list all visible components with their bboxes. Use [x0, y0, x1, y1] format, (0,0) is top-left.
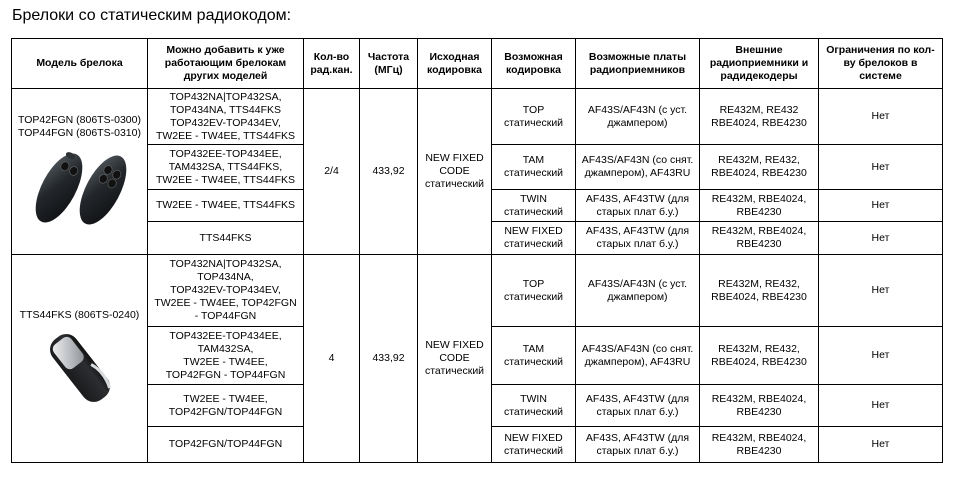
fob-limit-cell: Нет	[819, 145, 943, 190]
receiver-boards-cell: AF43S/AF43N (со снят. джампером), AF43RU	[576, 145, 700, 190]
channels-cell: 4	[304, 255, 360, 463]
fob-limit-cell: Нет	[819, 255, 943, 327]
possible-coding-cell: TWIN статический	[492, 190, 576, 222]
external-receivers-cell: RE432M, RBE4024, RBE4230	[700, 222, 819, 255]
external-receivers-cell: RE432M, RBE4024, RBE4230	[700, 427, 819, 463]
channels-cell: 2/4	[304, 89, 360, 255]
receiver-boards-cell: AF43S/AF43N (с уст. джампером)	[576, 255, 700, 327]
compatible-models-cell: TOP432EE-TOP434EE, TAM432SA, TTS44FKS, TW2EE - TW4EE, TTS44FKS	[148, 145, 304, 190]
fob-limit-cell: Нет	[819, 190, 943, 222]
external-receivers-cell: RE432M, RE432, RBE4024, RBE4230	[700, 255, 819, 327]
possible-coding-cell: TAM статический	[492, 327, 576, 385]
receiver-boards-cell: AF43S/AF43N (с уст. джампером)	[576, 89, 700, 145]
compatible-models-cell: TOP42FGN/TOP44FGN	[148, 427, 304, 463]
model-cell	[12, 255, 148, 463]
receiver-boards-cell: AF43S/AF43N (со снят. джампером), AF43RU	[576, 327, 700, 385]
table-row	[12, 255, 943, 327]
header-compatible: Можно добавить к уже работающим брелокам других моделей	[148, 39, 304, 89]
header-external-receivers: Внешние радиоприемники и радидекодеры	[700, 39, 819, 89]
external-receivers-cell: RE432M, RE432, RBE4024, RBE4230	[700, 145, 819, 190]
model-cell	[12, 89, 148, 255]
possible-coding-cell: TWIN статический	[492, 385, 576, 427]
page-title: Брелоки со статическим радиокодом:	[12, 7, 292, 24]
fob-limit-cell: Нет	[819, 427, 943, 463]
remote-fobs-table	[11, 38, 943, 463]
compatible-models-cell: TW2EE - TW4EE, TTS44FKS	[148, 190, 304, 222]
header-row	[12, 39, 943, 89]
possible-coding-cell: NEW FIXED статический	[492, 427, 576, 463]
receiver-boards-cell: AF43S, AF43TW (для старых плат б.у.)	[576, 222, 700, 255]
receiver-boards-cell: AF43S, AF43TW (для старых плат б.у.)	[576, 427, 700, 463]
fob-limit-cell: Нет	[819, 222, 943, 255]
possible-coding-cell: NEW FIXED статический	[492, 222, 576, 255]
fob-limit-cell: Нет	[819, 385, 943, 427]
source-coding-cell: NEW FIXED CODE статический	[418, 89, 492, 255]
receiver-boards-cell: AF43S, AF43TW (для старых плат б.у.)	[576, 385, 700, 427]
header-receiver-boards: Возможные платы радиоприемников	[576, 39, 700, 89]
external-receivers-cell: RE432M, RBE4024, RBE4230	[700, 190, 819, 222]
header-channels: Кол-во рад.кан.	[304, 39, 360, 89]
header-frequency: Частота (МГц)	[360, 39, 418, 89]
frequency-cell: 433,92	[360, 89, 418, 255]
external-receivers-cell: RE432M, RE432, RBE4024, RBE4230	[700, 327, 819, 385]
header-fob-limit: Ограничения по кол-ву брелоков в системе	[819, 39, 943, 89]
compatible-models-cell: TOP432NA|TOP432SA, TOP434NA, TOP432EV-TOP434EV, TW2EE - TW4EE, TOP42FGN - TOP44FGN	[148, 255, 304, 327]
receiver-boards-cell: AF43S, AF43TW (для старых плат б.у.)	[576, 190, 700, 222]
table-row	[12, 89, 943, 145]
external-receivers-cell: RE432M, RBE4024, RBE4230	[700, 385, 819, 427]
two-button-black-fobs-image	[21, 144, 139, 230]
frequency-cell: 433,92	[360, 255, 418, 463]
model-name: TOP42FGN (806TS-0300) TOP44FGN (806TS-0310)	[18, 113, 141, 139]
source-coding-cell: NEW FIXED CODE статический	[418, 255, 492, 463]
header-model: Модель брелока	[12, 39, 148, 89]
header-possible-coding: Возможная кодировка	[492, 39, 576, 89]
model-name: TTS44FKS (806TS-0240)	[19, 309, 140, 321]
compatible-models-cell: TOP432EE-TOP434EE, TAM432SA, TW2EE - TW4EE, TOP42FGN - TOP44FGN	[148, 327, 304, 385]
compatible-models-cell: TTS44FKS	[148, 222, 304, 255]
possible-coding-cell: TOP статический	[492, 89, 576, 145]
fob-limit-cell: Нет	[819, 327, 943, 385]
possible-coding-cell: TOP статический	[492, 255, 576, 327]
compatible-models-cell: TW2EE - TW4EE, TOP42FGN/TOP44FGN	[148, 385, 304, 427]
external-receivers-cell: RE432M, RE432 RBE4024, RBE4230	[700, 89, 819, 145]
possible-coding-cell: TAM статический	[492, 145, 576, 190]
silver-sliding-fob-image	[35, 326, 125, 408]
header-source-coding: Исходная кодировка	[418, 39, 492, 89]
compatible-models-cell: TOP432NA|TOP432SA, TOP434NA, TTS44FKS TOP432EV-TOP434EV, TW2EE - TW4EE, TTS44FKS	[148, 89, 304, 145]
fob-limit-cell: Нет	[819, 89, 943, 145]
